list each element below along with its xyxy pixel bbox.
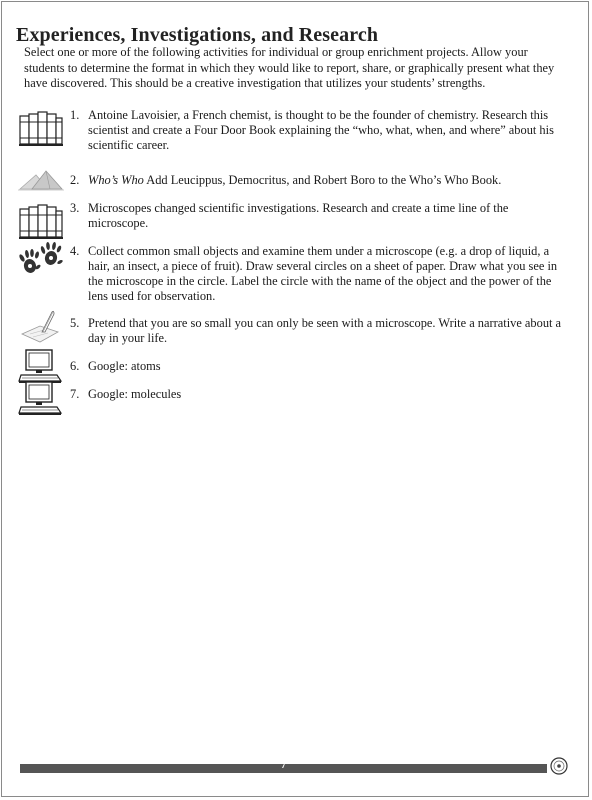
activity-item-3 [18, 201, 574, 235]
footer-bar [20, 760, 547, 773]
activity-number: 1. [70, 108, 80, 122]
computer-icon [18, 379, 64, 419]
activity-number: 7. [70, 387, 80, 401]
activity-number: 2. [70, 173, 80, 187]
activity-number: 5. [70, 316, 80, 330]
activity-text: Google: atoms [88, 359, 161, 373]
activity-item-2 [18, 173, 574, 193]
page-title: Experiences, Investigations, and Research [16, 24, 379, 46]
activity-number: 3. [70, 201, 80, 215]
intro-paragraph: Select one or more of the following activities for individual or group enrichment projects. Allow your students to determine the format in which they would like to report, share, or graphically present what they have discovered. This should be a creative investigation that utilizes your students’ strengths. [24, 45, 555, 90]
activity-item-6 [18, 359, 574, 387]
page-number: 7 [281, 760, 286, 771]
activity-item-7 [18, 387, 574, 415]
activity-text: Pretend that you are so small you can only be seen with a microscope. Write a narrative about a day in your life. [88, 316, 562, 345]
quill-paper-icon [18, 308, 64, 348]
activity-text: Antoine Lavoisier, a French chemist, is thought to be the founder of chemistry. Research this scientist and create a Four Door Book explaining the “who, what, when, and where” about his scientific career. [88, 108, 554, 152]
pyramid-icon [18, 161, 64, 201]
activity-text: Google: molecules [88, 387, 182, 401]
activity-text: Collect common small objects and examine them under a microscope (e.g. a drop of liquid, a hair, an insect, a piece of fruit). Draw several circles on a sheet of paper. Draw what you see in the microscope in the circle. Label the circle with the name of the object and the power of the lens used for observation. [88, 244, 558, 303]
activity-item-1 [18, 108, 574, 154]
activity-number: 6. [70, 359, 80, 373]
books-icon [18, 108, 64, 148]
activity-item-5 [18, 316, 574, 350]
activity-text [88, 173, 570, 188]
activity-item-4 [18, 244, 574, 306]
books-icon [18, 201, 64, 241]
activity-text-rest: Add Leucippus, Democritus, and Robert Boro to the Who’s Who Book. [143, 173, 502, 187]
activity-text: Microscopes changed scientific investigations. Research and create a time line of the microscope. [88, 201, 509, 230]
handprints-icon [18, 240, 64, 280]
activity-text-italic: Who’s Who [88, 173, 144, 187]
publisher-seal-icon [550, 757, 568, 775]
activity-number: 4. [70, 244, 80, 258]
